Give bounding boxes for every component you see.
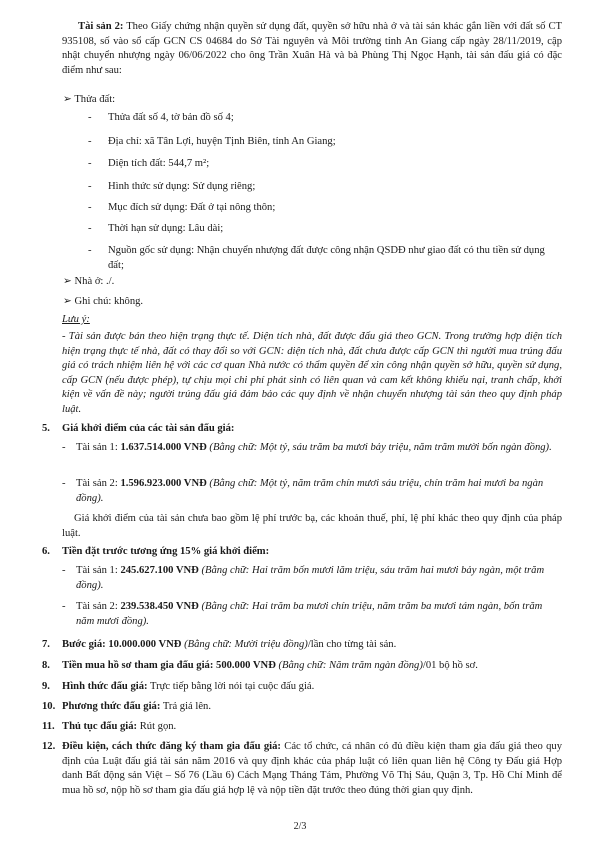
land-item: - Diện tích đất: 544,7 m²; <box>88 158 210 169</box>
asset-2-text: Theo Giấy chứng nhận quyền sử dụng đất, quyền sở hữu nhà ở và tài sản khác gắn liền với đất số CT 935108, số vào sổ cấp GCN CS 04684 do Sở Tài nguyên và Môi trường tỉnh An Giang cấp ngày 28/11/2019, cập nhật chuyển nhượng ngày 06/06/2022 cho ông Trần Xuân Hà và bà Phùng Thị Ngọc Hạnh, tài sản đấu giá có đặc điểm như sau: <box>62 21 562 76</box>
land-item: - Nguồn gốc sử dụng: Nhận chuyển nhượng đất được công nhận QSDĐ như giao đất có thu tiền sử dụng đất; <box>88 245 545 271</box>
note-label: Lưu ý: <box>62 314 90 325</box>
section-12: 12. Điều kiện, cách thức đăng ký tham gia đấu giá: Các tổ chức, cá nhân có đủ điều kiện tham gia đấu giá theo quy định của Luật đấu giá tài sản năm 2016 và quy định khác của pháp luật có liên quan liên hệ Công ty Đấu giá Hợp danh Bất động sản Việt – Số 76 (Lầu 6) Cách Mạng Tháng Tám, Phường Võ Thị Sáu, Quận 3, Tp. Hồ Chí Minh để mua hồ sơ, nộp hồ sơ tham gia đấu giá hợp lệ và nộp tiền đặt trước theo đúng thời gian quy định. <box>42 741 563 796</box>
section-10: 10. Phương thức đấu giá: Trả giá lên. <box>42 701 211 712</box>
sec5-item-1: - Tài sản 1: 1.637.514.000 VNĐ (Bằng chữ: Một tỷ, sáu trăm ba mươi bảy triệu, năm trăm mười bốn ngàn đồng). <box>62 442 552 453</box>
section-5: 5. Giá khởi điểm của các tài sản đấu giá: <box>42 422 562 437</box>
sec6-item-1: - Tài sản 1: 245.627.100 VNĐ (Bằng chữ: Hai trăm bốn mươi lăm triệu, sáu trăm hai mươi bảy ngàn, một trăm đồng). <box>62 565 545 591</box>
section-5-title: Giá khởi điểm của các tài sản đấu giá: <box>62 423 235 434</box>
note-text: - Tài sản được bán theo hiện trạng thực tế. Diện tích nhà, đất được đấu giá theo GCN. Trong trường hợp diện tích hiện trạng thực tế nhà, đất có thay đổi so với GCN: diện tích nhà, đất chưa được cấp GCN thì người mua trúng đấu giá có trách nhiệm liên hệ với các cơ quan Nhà nước có thẩm quyền để xin công nhận quyền sở hữu, quyền sử dụng, cấp GCN (nếu được phép), tự chịu mọi chi phí phát sinh có liên quan và cam kết không khiếu nại, tranh chấp, khởi kiện về vấn đề này; người trúng đấu giá đảm bảo các quy định về nhận chuyển nhượng tài sản theo quy định pháp luật. <box>62 331 562 415</box>
land-item: - Địa chỉ: xã Tân Lợi, huyện Tịnh Biên, tỉnh An Giang; <box>88 136 336 147</box>
section-6: 6. Tiền đặt trước tương ứng 15% giá khởi điểm: <box>42 545 562 560</box>
house-line: ➢ Nhà ở: ./. <box>63 276 115 287</box>
remark-line: ➢ Ghi chú: không. <box>63 296 144 307</box>
land-heading: ➢ Thửa đất: <box>63 94 116 105</box>
sec5-note: Giá khởi điểm của tài sản chưa bao gồm lệ phí trước bạ, các khoản thuế, phí, lệ phí khác theo quy định của pháp luật. <box>62 513 562 539</box>
land-item: - Mục đích sử dụng: Đất ở tại nông thôn; <box>88 202 276 213</box>
sec5-item-2: - Tài sản 2: 1.596.923.000 VNĐ (Bằng chữ: Một tỷ, năm trăm chín mươi sáu triệu, chín trăm hai mươi ba ngàn đồng). <box>62 478 544 504</box>
section-8: 8. Tiền mua hồ sơ tham gia đấu giá: 500.000 VNĐ (Bằng chữ: Năm trăm ngàn đồng)/01 bộ hồ sơ. <box>42 660 478 671</box>
asset-2-label: Tài sản 2: <box>78 21 124 32</box>
section-7: 7. Bước giá: 10.000.000 VNĐ (Bằng chữ: Mười triệu đồng)/lần cho từng tài sản. <box>42 639 397 650</box>
sec6-item-2: - Tài sản 2: 239.538.450 VNĐ (Bằng chữ: Hai trăm ba mươi chín triệu, năm trăm ba mươi tám ngàn, bốn trăm năm mươi đồng). <box>62 601 543 627</box>
section-11: 11. Thủ tục đấu giá: Rút gọn. <box>42 721 177 732</box>
asset-2-intro <box>62 20 562 78</box>
section-9: 9. Hình thức đấu giá: Trực tiếp bằng lời nói tại cuộc đấu giá. <box>42 681 315 692</box>
land-item: - Hình thức sử dụng: Sử dụng riêng; <box>88 181 256 192</box>
page-number: 2/3 <box>293 821 307 832</box>
section-6-title: Tiền đặt trước tương ứng 15% giá khởi điểm: <box>62 546 270 557</box>
land-item: - Thửa đất số 4, tờ bản đồ số 4; <box>88 112 234 123</box>
land-item: - Thời hạn sử dụng: Lâu dài; <box>88 223 224 234</box>
